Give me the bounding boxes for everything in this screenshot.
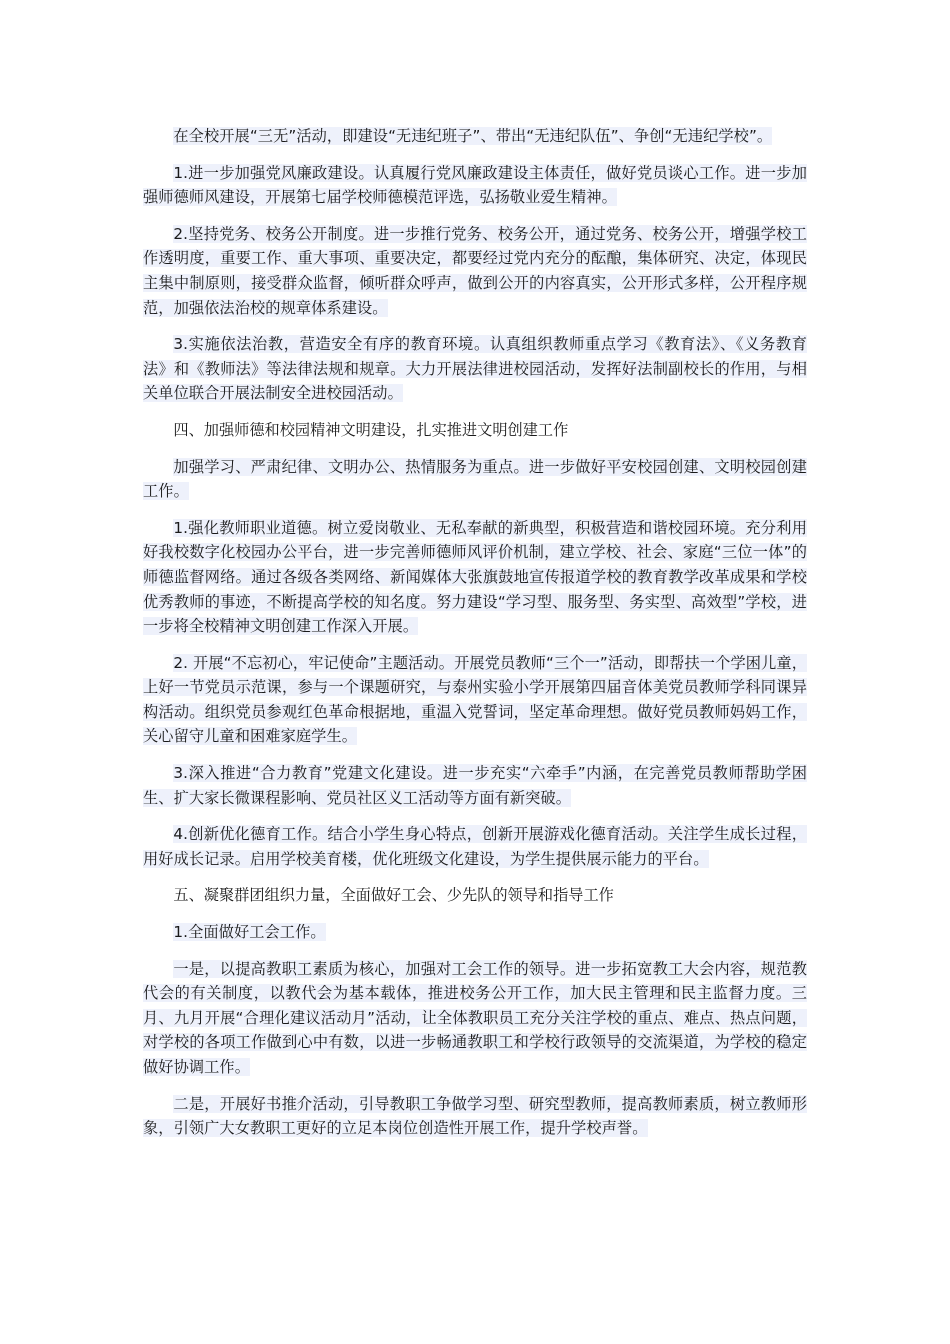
paragraph-rule-of-law: 3.实施依法治教，营造安全有序的教育环境。认真组织教师重点学习《教育法》、《义务教育法》和《教师法》等法律法规和规章。大力开展法律进校园活动，发挥好法制副校长的作用，与相关单位联合开展法制安全进校园活动。 [143,335,807,403]
paragraph-study-discipline: 加强学习、严肃纪律、文明办公、热情服务为重点。进一步做好平安校园创建、文明校园创建工作。 [143,457,807,501]
paragraph-theme-activity: 2. 开展“不忘初心，牢记使命”主题活动。开展党员教师“三个一”活动，即帮扶一个学困儿童，上好一节党员示范课，参与一个课题研究，与泰州实验小学开展第四届音体美党员教师学科同课异构活动。组织党员参观红色革命根据地，重温入党誓词，坚定革命理想。做好党员教师妈妈工作，关心留守儿童和困难家庭学生。 [143,653,807,746]
paragraph-union-work-title: 1.全面做好工会工作。 [173,923,326,942]
paragraph-open-affairs: 2.坚持党务、校务公开制度。进一步推行党务、校务公开，通过党务、校务公开，增强学校工作透明度，重要工作、重大事项、重要决定，都要经过党内充分的酝酿，集体研究、决定，体现民主集中制原则，接受群众监督，倾听群众呼声，做到公开的内容真实，公开形式多样，公开程序规范，加强依法治校的规章体系建设。 [143,224,807,317]
document-body [143,124,807,1153]
section-heading-five: 五、凝聚群团组织力量，全面做好工会、少先队的领导和指导工作 [173,886,614,905]
paragraph-party-integrity: 1.进一步加强党风廉政建设。认真履行党风廉政建设主体责任，做好党员谈心工作。进一步加强师德师风建设，开展第七届学校师德模范评选，弘扬敬业爱生精神。 [143,163,807,207]
paragraph-union-first: 一是，以提高教职工素质为核心，加强对工会工作的领导。进一步拓宽教工大会内容，规范教代会的有关制度，以教代会为基本载体，推进校务公开工作，加大民主管理和民主监督力度。三月、九月开展“合理化建议活动月”活动，让全体教职员工充分关注学校的重点、难点、热点问题，对学校的各项工作做到心中有数，以进一步畅通教职工和学校行政领导的交流渠道，为学校的稳定做好协调工作。 [143,959,807,1076]
paragraph-union-second: 二是，开展好书推介活动，引导教职工争做学习型、研究型教师，提高教师素质，树立教师形象，引领广大女教职工更好的立足本岗位创造性开展工作，提升学校声誉。 [143,1094,807,1138]
section-heading-four: 四、加强师德和校园精神文明建设，扎实推进文明创建工作 [173,420,569,439]
paragraph-joint-education: 3.深入推进“合力教育”党建文化建设。进一步充实“六牵手”内涵，在完善党员教师帮助学困生、扩大家长微课程影响、党员社区义工活动等方面有新突破。 [143,764,807,807]
paragraph-moral-education: 4.创新优化德育工作。结合小学生身心特点，创新开展游戏化德育活动。关注学生成长过程，用好成长记录。启用学校美育楼，优化班级文化建设，为学生提供展示能力的平台。 [143,825,807,868]
paragraph-teacher-ethics: 1.强化教师职业道德。树立爱岗敬业、无私奉献的新典型，积极营造和谐校园环境。充分利用好我校数字化校园办公平台，进一步完善师德师风评价机制，建立学校、社会、家庭“三位一体”的师德监督网络。通过各级各类网络、新闻媒体大张旗鼓地宣传报道学校的教育教学改革成果和学校优秀教师的事迹，不断提高学校的知名度。努力建设“学习型、服务型、务实型、高效型”学校，进一步将全校精神文明创建工作深入开展。 [143,518,807,636]
paragraph-three-no-activity: 在全校开展“三无”活动，即建设“无违纪班子”、带出“无违纪队伍”、争创“无违纪学校”。 [173,127,773,145]
